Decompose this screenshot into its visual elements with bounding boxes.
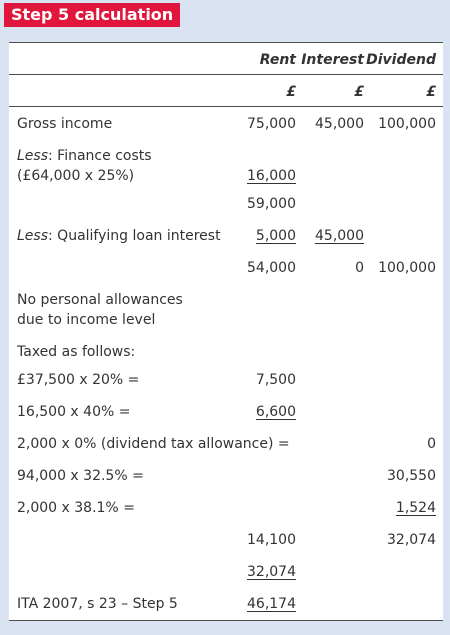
row-label [17, 146, 152, 166]
row-label-text: 16,500 x 40% = [17, 404, 131, 420]
row-label [17, 370, 139, 390]
page-title: Step 5 calculation [4, 3, 180, 27]
row-label-text: Taxed as follows: [17, 344, 136, 360]
row-label [17, 434, 290, 454]
column-header-interest: Interest [301, 52, 364, 68]
row-label-text: £37,500 x 20% = [17, 372, 140, 388]
row-label [17, 342, 135, 362]
less-prefix: Less [17, 228, 49, 244]
row-label-text: Gross income [17, 116, 113, 132]
cell-rent: 6,600 [255, 404, 296, 420]
row-label [17, 402, 130, 422]
row-label-text: ITA 2007, s 23 – Step 5 [17, 596, 178, 612]
cell-interest: 45,000 [315, 116, 364, 132]
cell-dividend: 100,000 [378, 116, 436, 132]
top-rule [9, 42, 443, 43]
currency-dividend: £ [426, 84, 436, 100]
cell-rent: 5,000 [255, 228, 296, 244]
currency-rent: £ [286, 84, 296, 100]
cell-interest: 45,000 [315, 228, 364, 244]
row-label [17, 466, 144, 486]
currency-rule [9, 106, 443, 107]
cell-dividend: 0 [427, 436, 436, 452]
cell-rent: 14,100 [247, 532, 296, 548]
column-header-rent: Rent [259, 52, 296, 68]
cell-interest: 0 [355, 260, 364, 276]
row-label-text: 2,000 x 38.1% = [17, 500, 135, 516]
less-prefix: Less [17, 148, 49, 164]
cell-rent: 54,000 [247, 260, 296, 276]
cell-dividend: 30,550 [387, 468, 436, 484]
cell-rent: 32,074 [247, 564, 296, 580]
header-rule [9, 74, 443, 75]
row-label-text: : Qualifying loan interest [48, 228, 221, 244]
cell-rent: 46,174 [247, 596, 296, 612]
cell-rent: 7,500 [255, 372, 296, 388]
calculation-table [9, 42, 443, 621]
cell-dividend: 100,000 [378, 260, 436, 276]
row-label-text: 94,000 x 32.5% = [17, 468, 144, 484]
row-label [17, 498, 135, 518]
column-header-dividend: Dividend [366, 52, 436, 68]
currency-interest: £ [354, 84, 364, 100]
row-label-line2: due to income level [17, 312, 156, 328]
row-label-text: 2,000 x 0% (dividend tax allowance) = [17, 436, 290, 452]
row-label-line2: (£64,000 x 25%) [17, 168, 135, 184]
row-label-text: No personal allowances [17, 292, 183, 308]
row-label-text: : Finance costs [48, 148, 152, 164]
row-label [17, 594, 178, 614]
cell-dividend: 1,524 [395, 500, 436, 516]
row-label [17, 114, 112, 134]
row-label [17, 226, 221, 246]
cell-rent: 16,000 [247, 168, 296, 184]
row-label [17, 290, 183, 310]
cell-rent: 75,000 [247, 116, 296, 132]
cell-rent: 59,000 [247, 196, 296, 212]
bottom-rule [9, 620, 443, 621]
cell-dividend: 32,074 [387, 532, 436, 548]
